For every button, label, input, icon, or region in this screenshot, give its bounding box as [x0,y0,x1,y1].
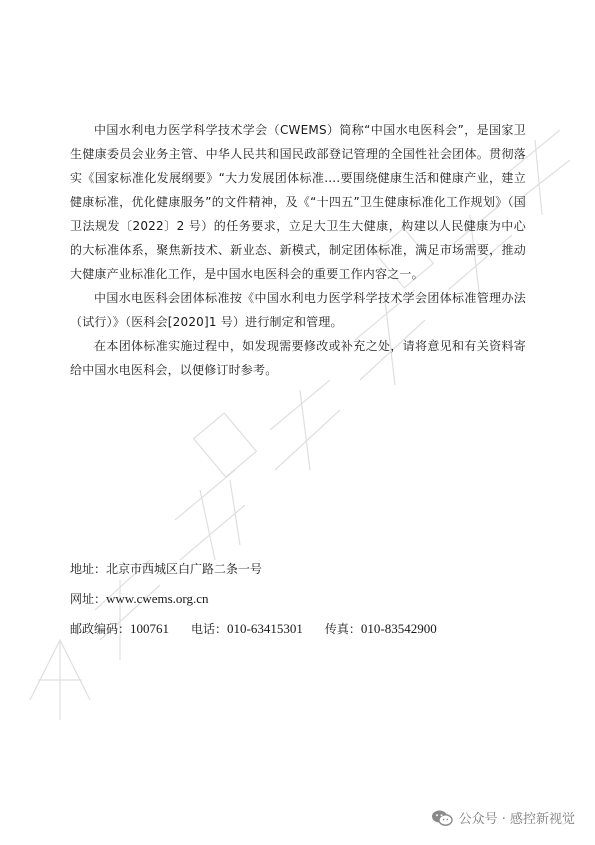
wechat-account-name: 公众号 · 感控新视觉 [458,812,575,827]
paragraph-management: 中国水电医科会团体标准按《中国水利电力医学科学技术学会团体标准管理办法（试行）》（医科会[2020]1 号）进行制定和管理。 [70,291,526,329]
address-line [70,554,530,584]
paragraph-feedback: 在本团体标准实施过程中，如发现需要修改或补充之处，请将意见和有关资料寄给中国水电医科会，以便修订时参考。 [70,339,526,377]
fax-label: 传真： [324,622,361,636]
body-text [70,118,526,382]
phone-fax-line [70,614,530,644]
fax-value: 010-83542900 [360,621,437,636]
wechat-icon [431,809,453,827]
postcode-label: 邮政编码： [70,622,131,636]
postcode-value: 100761 [130,621,170,636]
contact-block [70,554,530,644]
website-line [70,584,530,614]
address-label: 地址： [70,562,107,576]
website-link[interactable]: www.cwems.org.cn [106,591,209,606]
address-value: 北京市西城区白广路二条一号 [106,562,263,576]
website-label: 网址： [70,592,107,606]
phone-label: 电话： [191,622,228,636]
phone-value: 010-63415301 [227,621,303,636]
wechat-account-badge[interactable] [431,808,575,827]
paragraph-intro: 中国水利电力医学科学技术学会（CWEMS）简称“中国水电医科会”，是国家卫生健康委员会业务主管、中华人民共和国民政部登记管理的全国性社会团体。贯彻落实《国家标准化发展纲要》“大力发展团体标准....要围绕健康生活和健康产业，建立健康标准，优化健康服务”的文件精神，及《“十四五”卫生健康标准化工作规划》（国卫法规发〔2022〕2 号）的任务要求，立足大卫生大健康，构建以人民健康为中心的大标准体系，聚焦新技术、新业态、新模式，制定团体标准，满足市场需要，推动大健康产业标准化工作，是中国水电医科会的重要工作内容之一。 [70,123,526,281]
